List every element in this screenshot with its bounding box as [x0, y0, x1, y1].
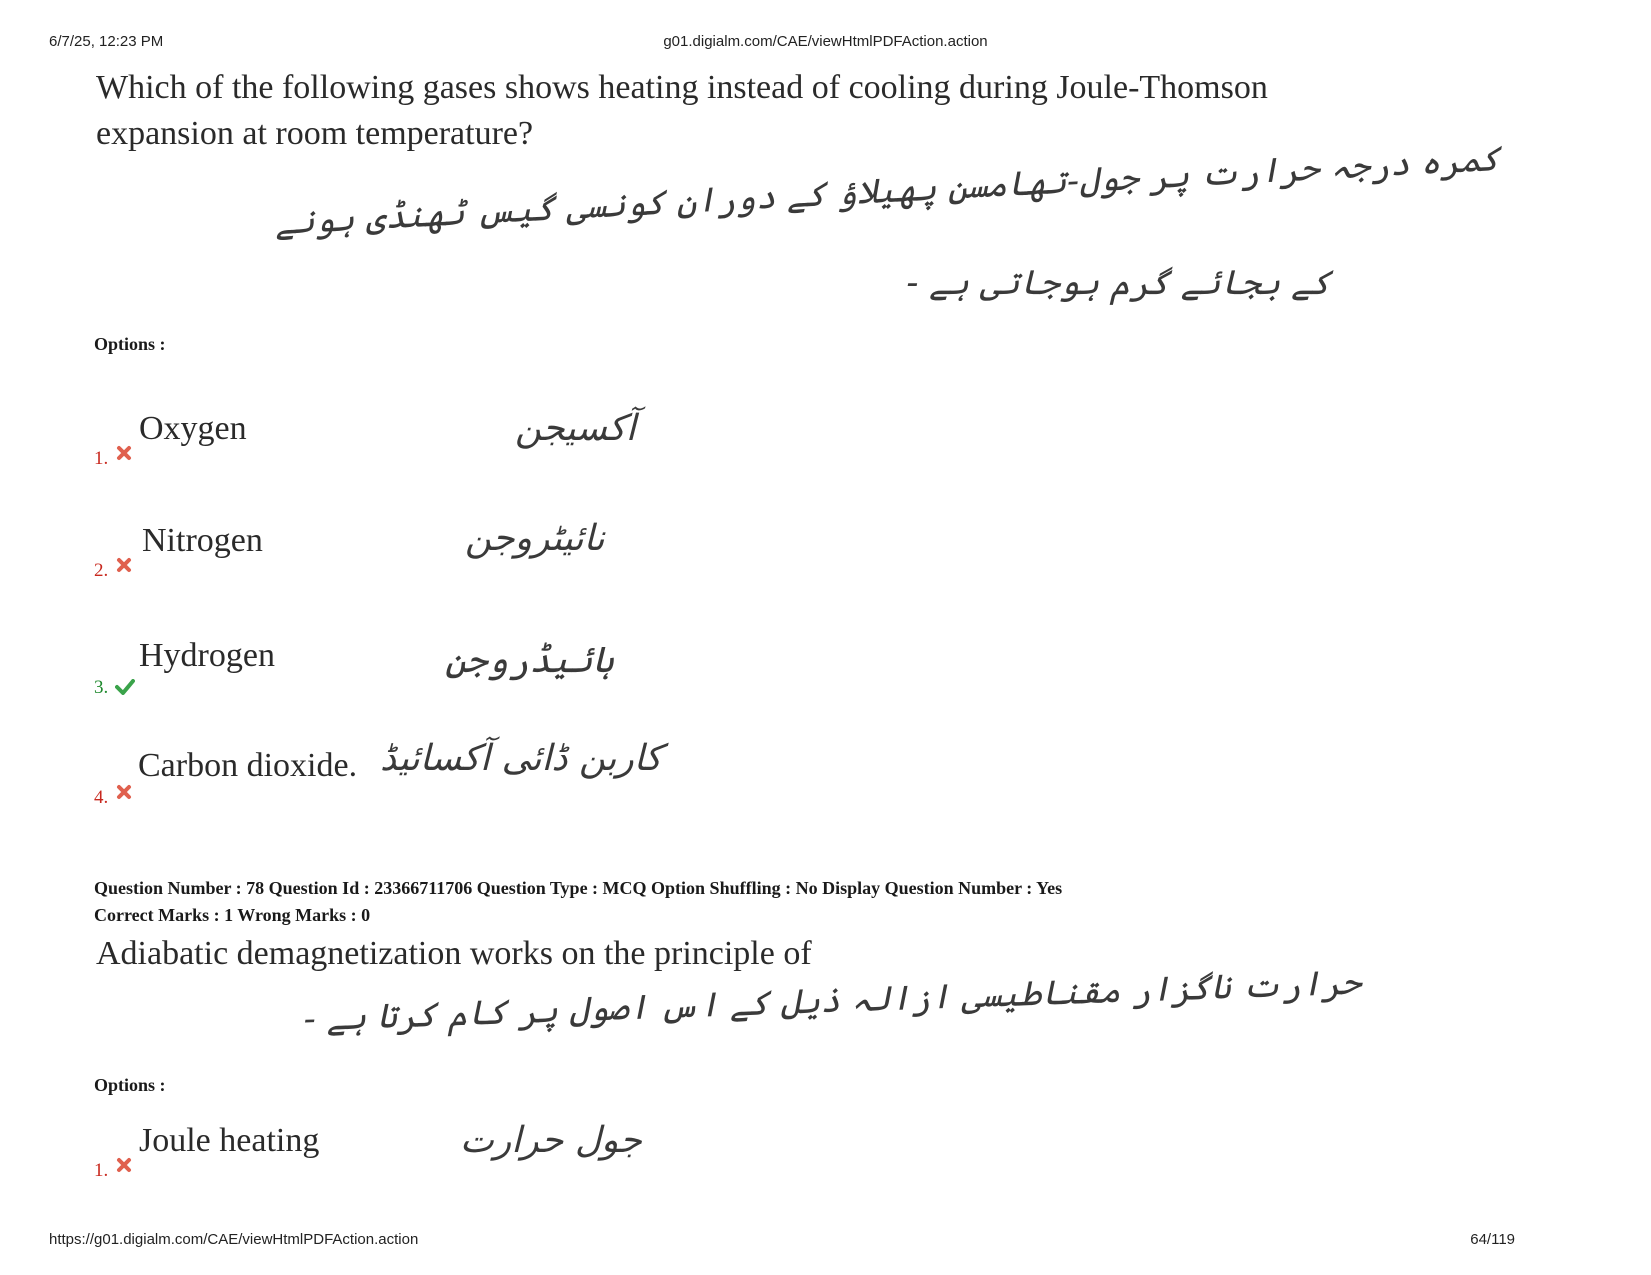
checkmark-icon [115, 679, 135, 695]
option-urdu-text: کاربن ڈائی آکسائیڈ [380, 738, 662, 779]
cross-icon [116, 784, 132, 800]
question-metadata: Question Number : 78 Question Id : 23366711706 Question Type : MCQ Option Shuffling : No Display Question Number : Yes [94, 878, 1063, 898]
page-url-footer: https://g01.digialm.com/CAE/viewHtmlPDFAction.action [49, 1231, 419, 1248]
option-urdu-text: جول حرارت [460, 1120, 642, 1161]
print-datetime: 6/7/25, 12:23 PM [49, 33, 164, 50]
question-urdu-line-1: حرارت ناگزار مقناطیسی ازالہ ذیل کے اس اصول پر کام کرتا ہے - [302, 962, 1362, 1040]
question-text-line-2: expansion at room temperature? [96, 115, 534, 152]
page-url-header: g01.digialm.com/CAE/viewHtmlPDFAction.action [663, 33, 988, 50]
question-urdu-line-2: کے بجائے گرم ہوجاتی ہے - [906, 263, 1331, 303]
options-label: Options : [94, 1075, 166, 1095]
option-text: Joule heating [139, 1122, 320, 1159]
cross-icon [116, 557, 132, 573]
option-number: 2. [94, 560, 109, 581]
cross-icon [116, 445, 132, 461]
question-text-line-1: Adiabatic demagnetization works on the principle of [96, 935, 812, 972]
option-urdu-text: آکسیجن [515, 408, 636, 449]
option-urdu-text: نائیٹروجن [465, 518, 605, 559]
page-number: 64/119 [1470, 1231, 1515, 1248]
option-text: Carbon dioxide. [138, 747, 358, 784]
option-text: Hydrogen [139, 637, 275, 674]
option-urdu-text: ہائیڈروجن [445, 640, 614, 681]
cross-icon [116, 1157, 132, 1173]
option-number: 1. [94, 448, 109, 469]
options-label: Options : [94, 334, 166, 354]
question-urdu-line-1: کمرہ درجہ حرارت پر جول-تھامسن پھیلاؤ کے دوران کونسی گیس ٹھنڈی ہونے [273, 138, 1502, 244]
option-number: 1. [94, 1160, 109, 1181]
question-text-line-1: Which of the following gases shows heating instead of cooling during Joule-Thomson [96, 69, 1268, 106]
option-number: 4. [94, 787, 109, 808]
option-text: Nitrogen [142, 522, 263, 559]
marks-metadata: Correct Marks : 1 Wrong Marks : 0 [94, 905, 371, 925]
option-number: 3. [94, 677, 109, 698]
option-text: Oxygen [139, 410, 247, 447]
